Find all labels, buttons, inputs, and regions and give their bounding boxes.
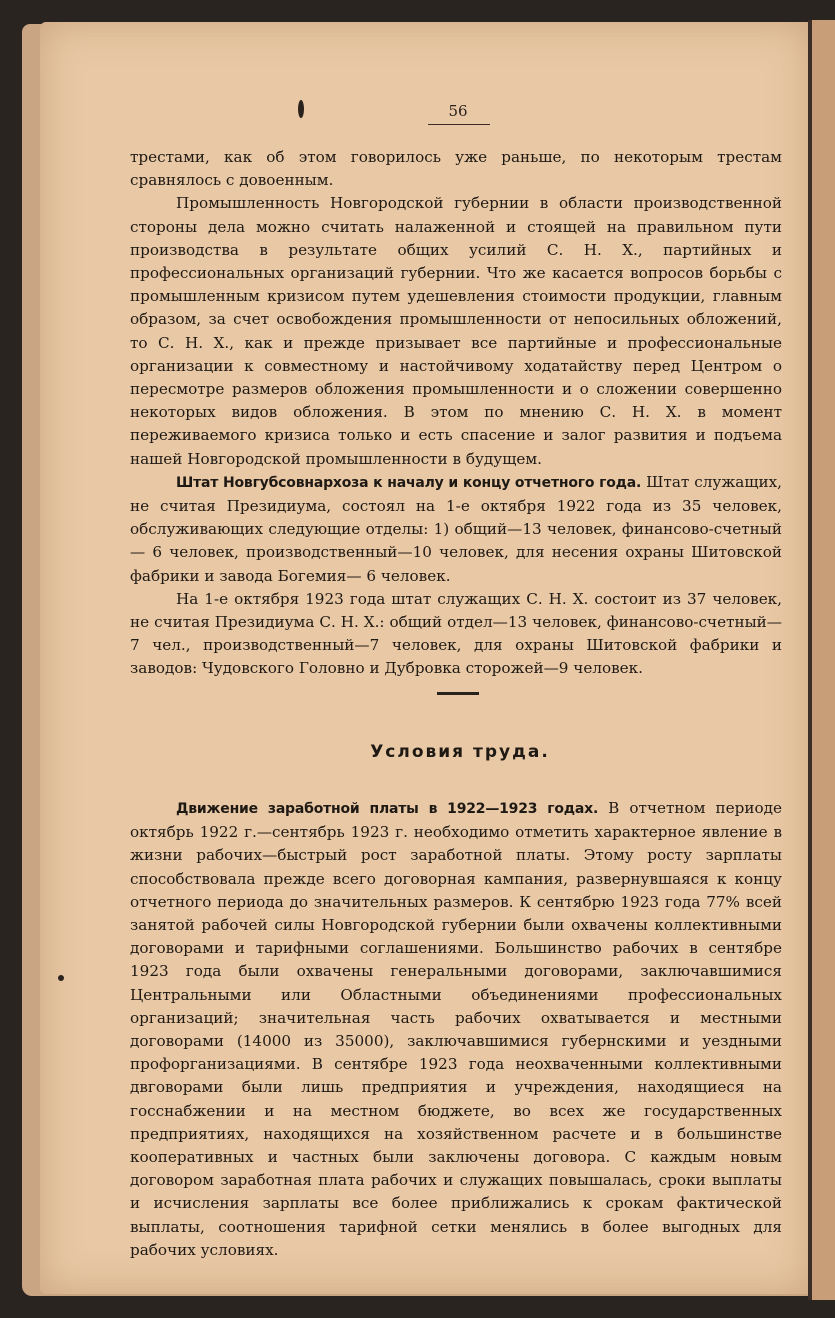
paragraph xyxy=(130,797,782,1262)
page-number-rule xyxy=(428,124,490,125)
paragraph-body: В отчетном периоде октябрь 1922 г.—сентябрь 1923 г. необходимо отметить характерное явление в жизни рабочих—быстрый рост заработной платы. Этому росту зарплаты способствовала прежде всего договорная кампания, развернувшаяся к концу отчетного периода до значительных размеров. К сентябрю 1923 года 77% всей занятой рабочей силы Новгородской губернии были охвачены коллективными договорами и тарифными соглашениями. Большинство рабочих в сентябре 1923 года были охвачены генеральными договорами, заключавшимися Центральными или Областными объединениями профессиональных организаций; значительная часть рабочих охватывается и местными договорами (14000 из 35000), заключавшимися губернскими и уездными профорганизациями. В сентябре 1923 года неохваченными коллективными двговорами были лишь предприятия и учреждения, находящиеся на госснабжении и на местном бюджете, во всех же государственных предприятиях, находящихся на хозяйственном расчете и в большинстве кооперативных и частных были заключены договора. С каждым новым договором заработная плата рабочих и служащих повышалась, сроки выплаты и исчисления зарплаты все более приближались к срокам фактической выплаты, соотношения тарифной сетки менялись в более выгодных для рабочих условиях. xyxy=(130,799,782,1259)
page-number: 56 xyxy=(448,102,468,120)
paragraph-body: Штат служащих, не считая Президиума, состоял на 1-е октября 1922 года из 35 человек, обслуживающих следующие отделы: 1) общий—13 человек, финансово-счетный — 6 человек, производственный—10 человек, для несения охраны Шитовской фабрики и завода Богемия— 6 человек. xyxy=(130,472,782,585)
paragraph: Промышленность Новгородской губернии в области производственной стороны дела можно считать налаженной и стоящей на правильном пути производства в результате общих усилий С. Н. Х., партийных и профессиональных организаций губернии. Что же касается вопросов борьбы с промышленным кризисом путем удешевления стоимости продукции, главным образом, за счет освобождения промышленности от непосильных обложений, то С. Н. Х., как и прежде призывает все партийные и профессиональные организации к совместному и настойчивому ходатайству перед Центром о пересмотре размеров обложения промышленности и о сложении совершенно некоторых видов обложения. В этом по мнению С. Н. Х. в момент переживаемого кризиса только и есть спасение и залог развития и подъема нашей Новгородской промышленности в будущем. xyxy=(130,194,782,468)
paragraph xyxy=(130,471,782,588)
paragraph-lead: Штат Новгубсовнархоза к началу и концу отчетного года. xyxy=(176,474,642,491)
facing-page-edge xyxy=(812,20,835,1300)
ink-spot xyxy=(58,975,64,981)
section-heading: Условия труда. xyxy=(370,742,550,762)
text-block-2 xyxy=(130,797,782,1262)
section-separator xyxy=(437,692,479,695)
paragraph-lead: Движение заработной платы в 1922—1923 годах. xyxy=(176,801,599,817)
paragraph: трестами, как об этом говорилось уже раньше, по некоторым трестам сравнялось с довоенным. xyxy=(130,148,782,190)
paragraph: На 1-е октября 1923 года штат служащих С. Н. Х. состоит из 37 человек, не считая Президиума С. Н. Х.: общий отдел—13 человек, финансово-счетный—7 чел., производственный—7 человек, для охраны Шитовской фабрики и заводов: Чудовского Головно и Дубровка сторожей—9 человек. xyxy=(130,589,782,678)
text-block-1 xyxy=(130,146,782,681)
ink-spot xyxy=(298,100,304,118)
